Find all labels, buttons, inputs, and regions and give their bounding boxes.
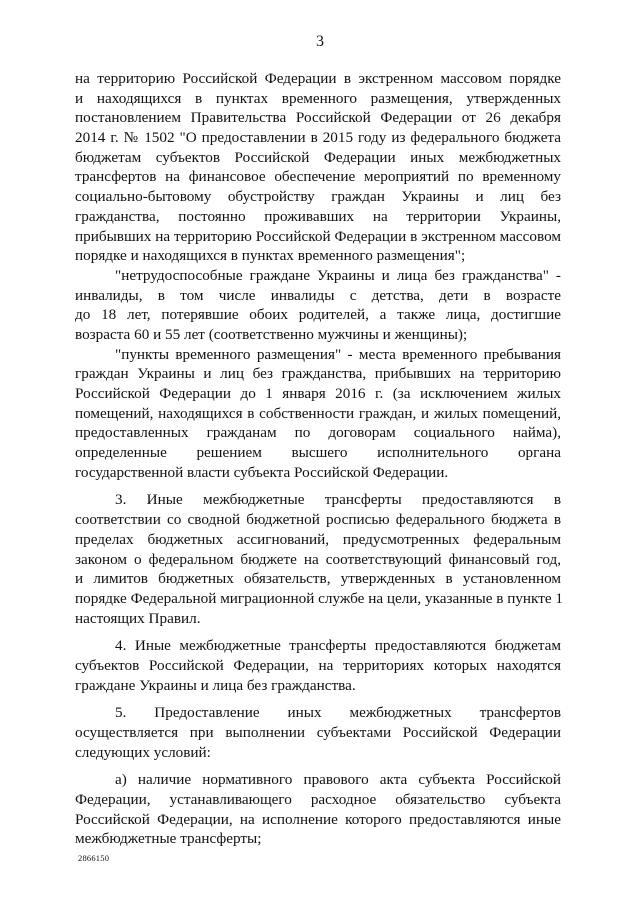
- text-line: настоящих Правил.: [75, 609, 201, 627]
- text-line: граждане Украины и лица без гражданства.: [75, 676, 356, 694]
- text-line: социально-бытовому обустройству граждан Украины и лиц без: [75, 188, 561, 206]
- paragraph: [75, 636, 561, 695]
- paragraph: [75, 266, 561, 345]
- text-line: инвалиды, в том числе инвалиды с детства, дети в возрасте: [75, 286, 561, 304]
- text-line: 4. Иные межбюджетные трансферты предоставляются бюджетам: [115, 637, 561, 655]
- paragraph: [75, 490, 564, 628]
- text-line: следующих условий:: [75, 743, 211, 761]
- text-line: осуществляется при выполнении субъектами Российской Федерации: [75, 724, 561, 741]
- text-line: государственной власти субъекта Российской Федерации.: [75, 463, 449, 481]
- paragraph: [75, 345, 561, 483]
- text-line: постановлением Правительства Российской Федерации от 26 декабря: [75, 109, 561, 127]
- text-line: соответствии со сводной бюджетной росписью федерального бюджета в: [75, 511, 561, 529]
- paragraph: [75, 770, 561, 849]
- text-line: предоставленных гражданам по договорам социального найма),: [75, 424, 561, 442]
- text-line: 3. Иные межбюджетные трансферты предоставляются в: [115, 491, 561, 509]
- paragraph: [75, 69, 561, 266]
- paragraph: [75, 703, 561, 762]
- body-text: [75, 69, 564, 849]
- text-line: гражданства, постоянно проживавших на территории Украины,: [75, 207, 561, 225]
- text-line: граждан Украины и лиц без гражданства, прибывших на территорию: [75, 365, 561, 383]
- text-line: Российской Федерации до 1 января 2016 г. (за исключением жилых: [75, 385, 561, 402]
- text-line: определенные решением высшего исполнительного органа: [75, 444, 561, 462]
- text-line: возраста 60 и 55 лет (соответственно мужчины и женщины);: [75, 325, 468, 343]
- document-code: 2866150: [78, 853, 110, 863]
- text-line: субъектов Российской Федерации, на территориях которых находятся: [75, 656, 561, 674]
- text-line: помещений, находящихся в собственности граждан, и жилых помещений,: [75, 404, 561, 422]
- text-line: до 18 лет, потерявшие обоих родителей, а также лица, достигшие: [75, 306, 561, 324]
- text-line: и находящихся в пунктах временного размещения, утвержденных: [75, 89, 561, 107]
- text-line: на территорию Российской Федерации в экстренном массовом порядке: [75, 70, 561, 87]
- text-line: 2014 г. № 1502 "О предоставлении в 2015 году из федерального бюджета: [75, 129, 561, 147]
- text-line: порядке Федеральной миграционной службе на цели, указанные в пункте 1: [75, 589, 564, 607]
- text-line: "пункты временного размещения" - места временного пребывания: [115, 345, 561, 363]
- text-line: трансфертов на финансовое обеспечение мероприятий по временному: [75, 168, 561, 186]
- text-line: и лимитов бюджетных обязательств, утвержденных в установленном: [75, 570, 561, 588]
- text-line: межбюджетные трансферты;: [75, 830, 262, 848]
- text-line: пределах бюджетных ассигнований, предусмотренных федеральным: [75, 530, 561, 548]
- text-line: Российской Федерации, на исполнение которого предоставляются иные: [75, 810, 561, 828]
- text-line: законом о федеральном бюджете на соответствующий финансовый год,: [75, 550, 561, 568]
- text-line: бюджетам субъектов Российской Федерации иных межбюджетных: [75, 148, 561, 166]
- text-line: 5. Предоставление иных межбюджетных трансфертов: [115, 704, 561, 722]
- page-number: 3: [316, 33, 324, 50]
- text-line: Федерации, устанавливающего расходное обязательство субъекта: [75, 791, 561, 809]
- text-line: а) наличие нормативного правового акта субъекта Российской: [115, 771, 561, 789]
- text-line: "нетрудоспособные граждане Украины и лица без гражданства" -: [115, 266, 561, 284]
- text-line: прибывших на территорию Российской Федерации в экстренном массовом: [75, 227, 561, 245]
- text-line: порядке и находящихся в пунктах временного размещения";: [75, 247, 466, 265]
